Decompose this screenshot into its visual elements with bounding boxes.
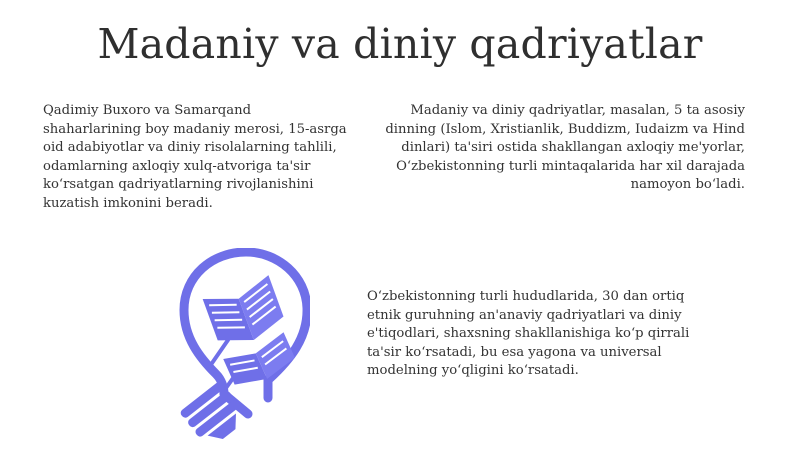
paragraph-heritage: Qadimiy Buxoro va Samarqand shaharlarining boy madaniy merosi, 15-asrga oid adabiyotlar va diniy risolalarning tahlili, odamlarning axloqiy xulq-atvoriga ta'sir ko‘rsatgan qadriyatlarning rivojlanishini kuzatish imkonini beradi. bbox=[43, 103, 347, 211]
paragraph-ethnic-groups: O‘zbekistonning turli hududlarida, 30 dan ortiq etnik guruhning an'anaviy qadriyatlari va diniy e'tiqodlari, shaxsning shakllanishiga ko‘p qirrali ta'sir ko‘rsatadi, bu esa yagona va universal modelning yo‘qligini ko‘rsatadi. bbox=[367, 289, 690, 379]
paragraph-religions: Madaniy va diniy qadriyatlar, masalan, 5 ta asosiy dinning (Islom, Xristianlik, Buddizm, Iudaizm va Hind dinlari) ta'siri ostida shakllangan axloqiy me'yorlar, O‘zbekistonning turli mintaqalarida har xil darajada namoyon bo‘ladi. bbox=[385, 103, 745, 193]
slide-title: Madaniy va diniy qadriyatlar bbox=[97, 20, 703, 68]
lightbulb-with-book-icon bbox=[150, 248, 310, 448]
